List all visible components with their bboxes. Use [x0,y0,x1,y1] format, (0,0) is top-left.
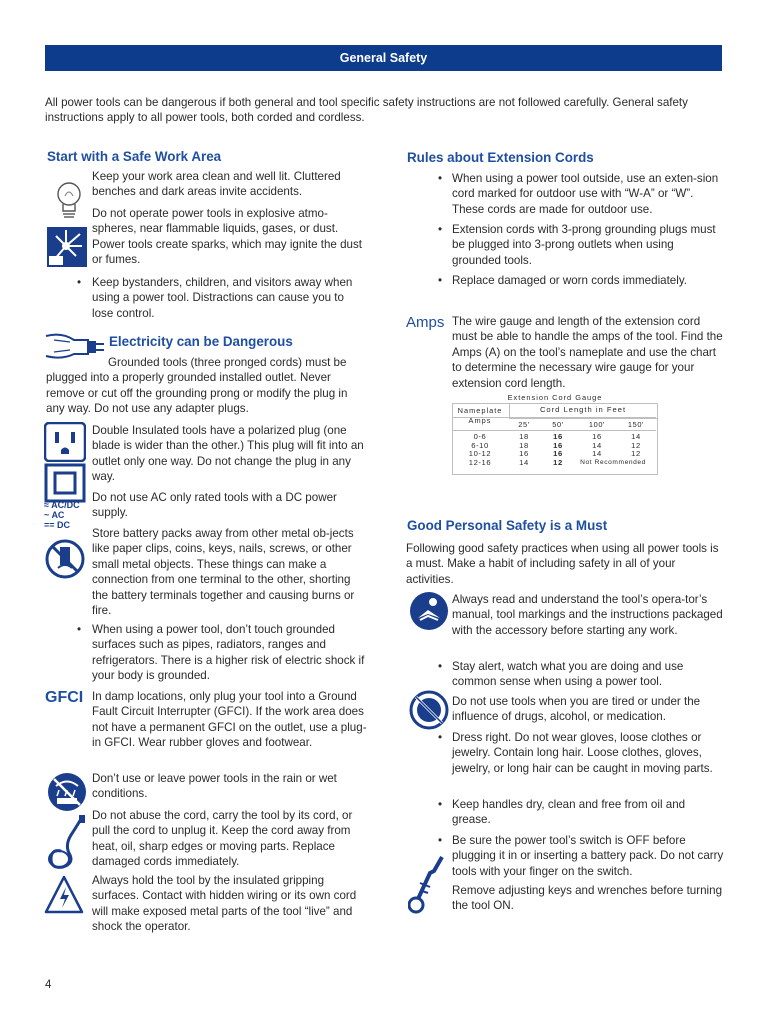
gauge-not-recommended: Not Recommended [580,459,646,466]
cord-icon [45,815,89,871]
no-impairment-icon [408,689,450,731]
gauge-cell: 16 [553,440,563,450]
gauge-cell: 14 [592,449,602,459]
dry-handles-bullet: • Keep handles dry, clean and free from oil and grease. [438,798,686,827]
gfci-text: In damp locations, only plug your tool into a Ground Fault Circuit Interrupter (GFCI). If the work area does not have a permanent GFCI on the outlet, use a plug-in GFCI. Wear rubber gloves and footwear. [92,690,367,750]
insulated-grip-text: Always hold the tool by the insulated gripping surfaces. Contact with hidden wiring or its own cord will make exposed metal parts of the tool “live” and shock the operator. [92,874,357,934]
ac-dc-text: Do not use AC only rated tools with a DC power supply. [92,491,337,520]
cord-abuse-text: Do not abuse the cord, carry the tool by its cord, or pull the cord to unplug it. Keep the cord away from heat, oil, sharp edges or moving parts. Replace damaged cords immediately. [92,809,353,869]
gauge-cell: 16 [553,432,563,441]
explosion-hazard-icon [46,226,88,268]
wrench-key-icon [408,855,448,915]
stay-alert-bullet: • Stay alert, watch what you are doing and use common sense when using a power tool. [438,660,684,689]
gauge-cell: 18 [519,432,529,441]
amps-text: The wire gauge and length of the extension cord must be able to handle the amps of the tool. Find the Amps (A) on the tool’s nameplate and use the chart to determine the necessary wire gauge for your extension cord length. [452,315,723,390]
intro-paragraph: All power tools can be dangerous if both general and tool specific safety instructions are not followed carefully. General safety instructions apply to all power tools, both corded and cordless. [45,96,688,125]
personal-safety-intro: Following good safety practices when using all power tools is a must. Make a habit of including safety in all of your activities. [406,542,719,586]
page-number: 4 [45,979,52,991]
gauge-amps-row: 12-16 [468,457,492,467]
dress-right-bullet: • Dress right. Do not wear gloves, loose clothes or jewelry. Contain long hair. Loose clothes, gloves, jewelry, or long hair can be caught in moving parts. [438,731,713,775]
gauge-length-150: 150' [627,420,645,429]
read-manual-text: Always read and understand the tool’s opera-tor’s manual, tool markings and the instructions packaged with the accessory before starting any work. [452,593,723,637]
heading-safe-work-area: Start with a Safe Work Area [47,149,222,164]
no-metal-objects-icon [44,538,86,580]
heading-electricity: Electricity can be Dangerous [109,334,293,349]
gauge-length-25: 25' [518,420,530,429]
gauge-amps-row: 6-10 [471,440,489,450]
gfci-label: GFCI [45,689,84,706]
gauge-col-head-amps: Nameplate Amps [457,406,503,425]
amps-label: Amps [406,314,445,331]
gauge-cell: 16 [592,432,602,441]
gauge-length-100: 100' [588,420,606,429]
gauge-cell: 16 [553,449,563,459]
double-insulated-icon [44,463,86,503]
gauge-table-divider [452,430,656,431]
battery-storage-text: Store battery packs away from other metal ob-jects like paper clips, coins, keys, nails, screws, or other small metal objects. These things can make a connection from one terminal to the other, shorting the battery terminals together and causing burns or fire. [92,527,355,618]
gauge-cell: 14 [631,432,641,441]
outdoor-cord-bullet: • When using a power tool outside, use an exten-sion cord marked for outdoor use with “W-A” or “W”. These cords are made for outdoor use. [438,172,719,216]
gauge-cell: 12 [631,440,641,450]
gauge-cell: 12 [631,449,641,459]
replace-cords-bullet: • Replace damaged or worn cords immediately. [438,274,687,287]
remove-keys-text: Remove adjusting keys and wrenches before turning the tool ON. [452,884,723,913]
electric-shock-warning-icon [44,875,84,915]
grounded-outlet-icon [44,422,86,462]
gauge-amps-row: 10-12 [468,449,492,459]
tired-influence-text: Do not use tools when you are tired or under the influence of drugs, alcohol, or medication. [452,695,701,724]
rain-text: Don’t use or leave power tools in the rain or wet conditions. [92,772,337,801]
work-area-clean-text: Keep your work area clean and well lit. Cluttered benches and dark areas invite accidents. [92,170,341,199]
three-prong-bullet: • Extension cords with 3-prong grounding plugs must be plugged into 3-prong outlets when using grounded tools. [438,223,716,267]
gauge-cell: 16 [519,449,529,459]
heading-extension-cords: Rules about Extension Cords [407,150,594,165]
switch-off-bullet: • Be sure the power tool’s switch is OFF before plugging it in or inserting a battery pack. Do not carry tools with your finger on the switch. [438,834,724,878]
gauge-col-head-length: Cord Length in Feet [539,405,627,414]
light-bulb-icon [52,180,86,222]
gauge-cell: 14 [519,457,529,467]
grounded-surfaces-bullet: • When using a power tool, don’t touch grounded surfaces such as pipes, radiators, ranges and refrigerators. There is a higher risk of electric shock if your body is grounded. [77,623,365,683]
gauge-cell: 12 [553,457,563,467]
read-manual-icon [408,590,450,632]
gauge-length-50: 50' [552,420,564,429]
no-rain-icon [45,771,89,813]
gauge-cell: 14 [592,440,602,450]
section-banner: General Safety [45,45,722,71]
gauge-table-title: Extension Cord Gauge [507,393,603,402]
grounded-tools-text: Grounded tools (three pronged cords) must be plugged into a properly grounded installed outlet. Never remove or cut off the grounding prong or modify the plug in any way. Do not use any adapter plugs. [46,356,348,416]
gauge-cell: 18 [519,440,529,450]
gauge-amps-row: 0-6 [473,432,487,441]
bystanders-bullet: • Keep bystanders, children, and visitors away when using a power tool. Distractions can cause you to lose control. [77,276,353,320]
heading-personal-safety: Good Personal Safety is a Must [407,518,608,533]
ac-dc-rating-icon: ≈ AC/DC ~ AC == DC [44,500,80,530]
explosive-atmosphere-text: Do not operate power tools in explosive atmo-spheres, near flammable liquids, gases, or dust. Power tools create sparks, which may ignite the dust or fumes. [92,207,363,267]
double-insulated-text: Double Insulated tools have a polarized plug (one blade is wider than the other.) This plug will fit into an outlet only one way. Do not change the plug in any way. [92,424,364,484]
